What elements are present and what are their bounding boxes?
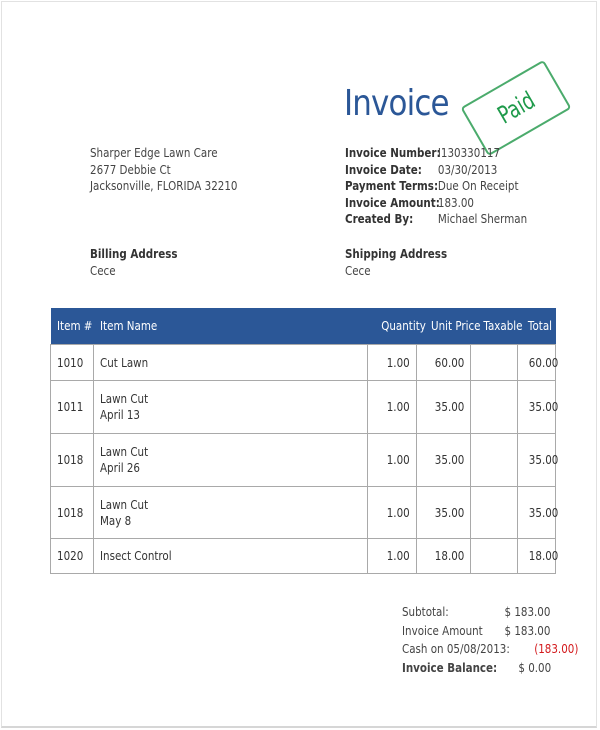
seller-city: Jacksonville, FLORIDA 32210	[90, 179, 238, 193]
invoice-balance-row: Invoice Balance: $ 0.00	[402, 660, 551, 675]
billing-address	[90, 246, 177, 279]
invoice-title: Invoice	[344, 83, 449, 124]
seller-name: Sharper Edge Lawn Care	[90, 146, 218, 160]
totals-summary	[402, 603, 579, 677]
meta-payment-terms: Payment Terms: Due On Receipt	[345, 179, 519, 193]
col-taxable: Taxable	[471, 308, 518, 345]
col-item-number: Item #	[51, 308, 94, 345]
shipping-name: Cece	[345, 263, 371, 278]
table-row: 1010 Cut Lawn 1.00 60.00 60.00	[51, 345, 556, 381]
meta-invoice-amount: Invoice Amount: 183.00	[345, 195, 474, 210]
subtotal-row: Subtotal: $ 183.00	[402, 605, 550, 619]
cash-payment-row: Cash on 05/08/2013: (183.00)	[402, 642, 579, 656]
table-row: 1011 Lawn Cut April 13 1.00 35.00 35.00	[51, 381, 556, 434]
col-unit-price: Unit Price	[417, 308, 471, 345]
billing-name: Cece	[90, 263, 116, 278]
col-item-name: Item Name	[94, 308, 368, 345]
meta-invoice-number: Invoice Number: I130330117	[345, 146, 501, 160]
billing-heading: Billing Address	[90, 247, 178, 261]
col-total: Total	[518, 308, 556, 345]
meta-invoice-date: Invoice Date: 03/30/2013	[345, 162, 498, 177]
meta-created-by: Created By: Michael Sherman	[345, 212, 528, 226]
shipping-address	[345, 246, 447, 279]
paid-stamp-label: Paid	[492, 86, 540, 130]
invoice-meta	[345, 145, 527, 228]
seller-address	[90, 145, 237, 195]
line-items-table	[50, 308, 559, 574]
table-row: 1020 Insect Control 1.00 18.00 18.00	[51, 539, 556, 574]
table-row: 1018 Lawn Cut May 8 1.00 35.00 35.00	[51, 487, 556, 539]
shipping-heading: Shipping Address	[345, 247, 448, 261]
table-header-row	[51, 308, 556, 345]
invoice-amount-row: Invoice Amount $ 183.00	[402, 623, 550, 638]
table-row: 1018 Lawn Cut April 26 1.00 35.00 35.00	[51, 434, 556, 487]
col-quantity: Quantity	[368, 308, 417, 345]
seller-street: 2677 Debbie Ct	[90, 162, 171, 177]
